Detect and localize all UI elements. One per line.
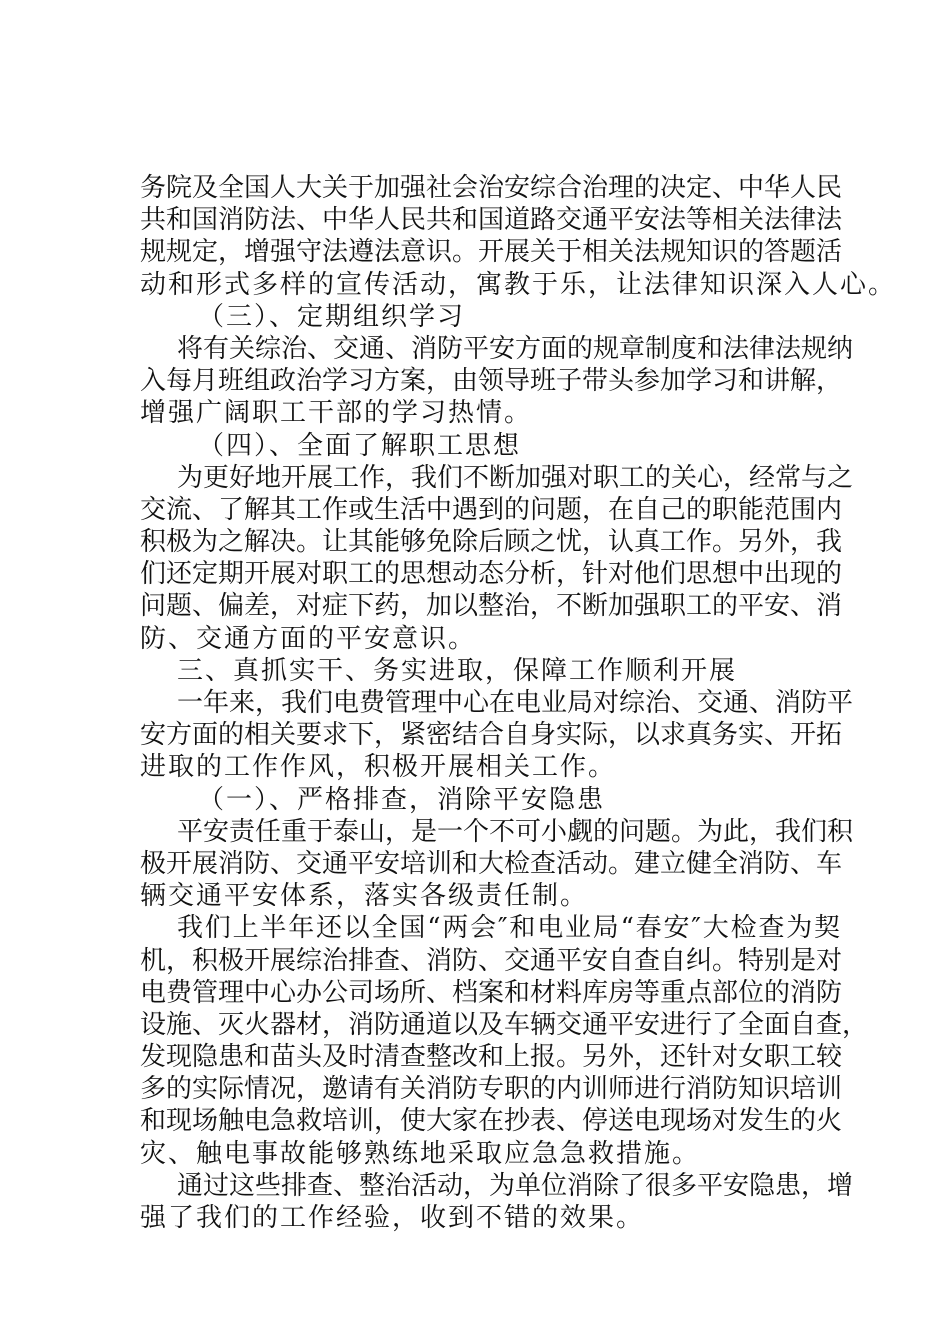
section-heading: （一）、严格排查，消除平安隐患 (198, 784, 606, 815)
text-line: 多的实际情况，邀请有关消防专职的内训师进行消防知识培训 (140, 1074, 843, 1105)
text-line: 发现隐患和苗头及时清查整改和上报。另外，还针对女职工较 (140, 1042, 843, 1073)
text-line: 为更好地开展工作，我们不断加强对职工的关心，经常与之 (177, 462, 854, 493)
text-line: 动和形式多样的宣传活动，寓教于乐，让法律知识深入人心。 (140, 269, 897, 300)
section-heading: （四）、全面了解职工思想 (198, 430, 522, 461)
text-line: 将有关综治、交通、消防平安方面的规章制度和法律法规纳 (177, 333, 854, 364)
section-heading: （三）、定期组织学习 (198, 301, 466, 332)
section-heading: 三、真抓实干、务实进取，保障工作顺利开展 (177, 655, 738, 686)
document-body (140, 172, 897, 1234)
text-line: 电费管理中心办公司场所、档案和材料库房等重点部位的消防 (140, 977, 843, 1008)
text-line: 防、交通方面的平安意识。 (140, 623, 477, 654)
text-line: 通过这些排查、整治活动，为单位消除了很多平安隐患，增 (177, 1170, 854, 1201)
text-line: 交流、了解其工作或生活中遇到的问题，在自己的职能范围内 (140, 494, 843, 525)
text-line: 进取的工作作风，积极开展相关工作。 (140, 752, 617, 783)
text-line: 规规定，增强守法遵法意识。开展关于相关法规知识的答题活 (140, 237, 843, 268)
text-line: 设施、灭火器材，消防通道以及车辆交通平安进行了全面自查， (140, 1009, 869, 1040)
text-line: 积极为之解决。让其能够免除后顾之忧，认真工作。另外，我 (140, 527, 843, 558)
text-line: 我们上半年还以全国“两会″和电业局“春安″大检查为契 (177, 913, 840, 944)
text-line: 入每月班组政治学习方案，由领导班子带头参加学习和讲解， (140, 366, 843, 397)
text-line: 共和国消防法、中华人民共和国道路交通平安法等相关法律法 (140, 205, 843, 236)
text-line: 辆交通平安体系，落实各级责任制。 (140, 881, 589, 912)
text-line: 平安责任重于泰山，是一个不可小觑的问题。为此，我们积 (177, 816, 854, 847)
text-line: 们还定期开展对职工的思想动态分析，针对他们思想中出现的 (140, 559, 843, 590)
text-line: 强了我们的工作经验，收到不错的效果。 (140, 1203, 645, 1233)
text-line: 务院及全国人大关于加强社会治安综合治理的决定、中华人民 (140, 173, 843, 203)
text-line: 一年来，我们电费管理中心在电业局对综治、交通、消防平 (177, 688, 854, 718)
text-line: 机，积极开展综治排查、消防、交通平安自查自纠。特别是对 (140, 945, 843, 976)
text-line: 极开展消防、交通平安培训和大检查活动。建立健全消防、车 (140, 848, 843, 879)
text-line: 安方面的相关要求下，紧密结合自身实际，以求真务实、开拓 (140, 720, 843, 751)
text-line: 问题、偏差，对症下药，加以整治，不断加强职工的平安、消 (140, 591, 843, 622)
text-line: 和现场触电急救培训，使大家在抄表、停送电现场对发生的火 (140, 1106, 843, 1137)
text-line: 灾、触电事故能够熟练地采取应急急救措施。 (140, 1138, 701, 1169)
text-line: 增强广阔职工干部的学习热情。 (140, 398, 533, 429)
